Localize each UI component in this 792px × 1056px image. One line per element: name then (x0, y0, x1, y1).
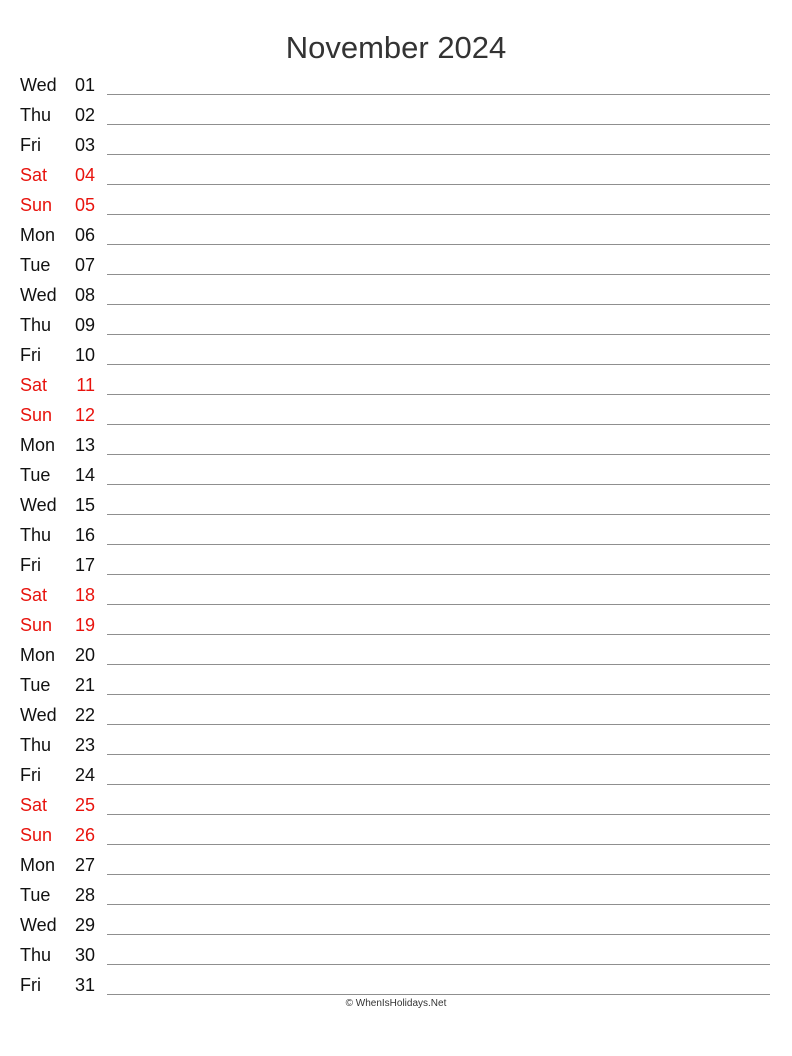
day-row (0, 610, 792, 640)
weekday-label: Fri (20, 555, 41, 575)
date-number: 06 (74, 225, 95, 245)
day-row (0, 460, 792, 490)
day-row (0, 760, 792, 790)
writing-line (107, 454, 770, 455)
day-row (0, 880, 792, 910)
date-number: 11 (76, 375, 95, 395)
date-number: 09 (74, 315, 95, 335)
writing-line (107, 904, 770, 905)
day-row (0, 580, 792, 610)
writing-line (107, 304, 770, 305)
date-number: 14 (74, 465, 95, 485)
date-number: 13 (74, 435, 95, 455)
writing-line (107, 514, 770, 515)
writing-line (107, 574, 770, 575)
writing-line (107, 424, 770, 425)
day-row (0, 190, 792, 220)
page-title: November 2024 (285, 30, 507, 65)
writing-line (107, 124, 770, 125)
writing-line (107, 544, 770, 545)
day-row (0, 430, 792, 460)
writing-line (107, 604, 770, 605)
weekday-label: Sun (20, 195, 53, 215)
weekday-label: Wed (20, 285, 57, 305)
weekday-label: Sun (20, 405, 53, 425)
date-number: 29 (74, 915, 95, 935)
day-row (0, 280, 792, 310)
writing-line (107, 754, 770, 755)
day-list (0, 70, 792, 1000)
day-row (0, 310, 792, 340)
date-number: 28 (74, 885, 95, 905)
day-row (0, 340, 792, 370)
writing-line (107, 784, 770, 785)
weekday-label: Mon (20, 855, 56, 875)
writing-line (107, 184, 770, 185)
date-number: 20 (74, 645, 95, 665)
date-number: 24 (74, 765, 95, 785)
day-row (0, 490, 792, 520)
weekday-label: Thu (20, 525, 52, 545)
writing-line (107, 694, 770, 695)
day-row (0, 790, 792, 820)
writing-line (107, 244, 770, 245)
writing-line (107, 484, 770, 485)
writing-line (107, 334, 770, 335)
writing-line (107, 964, 770, 965)
day-row (0, 640, 792, 670)
date-number: 08 (74, 285, 95, 305)
writing-line (107, 724, 770, 725)
day-row (0, 220, 792, 250)
day-row (0, 850, 792, 880)
writing-line (107, 874, 770, 875)
writing-line (107, 934, 770, 935)
weekday-label: Thu (20, 945, 52, 965)
date-number: 03 (74, 135, 95, 155)
writing-line (107, 664, 770, 665)
date-number: 31 (74, 975, 95, 995)
writing-line (107, 214, 770, 215)
day-row (0, 970, 792, 1000)
weekday-label: Tue (20, 465, 51, 485)
writing-line (107, 154, 770, 155)
day-row (0, 940, 792, 970)
weekday-label: Sun (20, 825, 53, 845)
date-number: 22 (74, 705, 95, 725)
weekday-label: Tue (20, 255, 51, 275)
weekday-label: Sat (20, 585, 48, 605)
weekday-label: Fri (20, 345, 41, 365)
writing-line (107, 394, 770, 395)
date-number: 27 (74, 855, 95, 875)
writing-line (107, 634, 770, 635)
day-row (0, 550, 792, 580)
day-row (0, 820, 792, 850)
weekday-label: Mon (20, 225, 56, 245)
date-number: 10 (74, 345, 95, 365)
date-number: 26 (74, 825, 95, 845)
day-row (0, 70, 792, 100)
day-row (0, 670, 792, 700)
day-row (0, 400, 792, 430)
weekday-label: Fri (20, 135, 41, 155)
weekday-label: Fri (20, 975, 41, 995)
weekday-label: Sun (20, 615, 53, 635)
writing-line (107, 274, 770, 275)
day-row (0, 160, 792, 190)
weekday-label: Fri (20, 765, 41, 785)
weekday-label: Wed (20, 495, 57, 515)
weekday-label: Thu (20, 315, 52, 335)
writing-line (107, 94, 770, 95)
day-row (0, 250, 792, 280)
date-number: 07 (74, 255, 95, 275)
writing-line (107, 814, 770, 815)
date-number: 18 (74, 585, 95, 605)
date-number: 04 (74, 165, 95, 185)
weekday-label: Wed (20, 705, 57, 725)
weekday-label: Mon (20, 435, 56, 455)
date-number: 25 (74, 795, 95, 815)
writing-line (107, 844, 770, 845)
date-number: 16 (74, 525, 95, 545)
weekday-label: Sat (20, 165, 48, 185)
weekday-label: Thu (20, 105, 52, 125)
date-number: 23 (74, 735, 95, 755)
date-number: 02 (74, 105, 95, 125)
date-number: 15 (74, 495, 95, 515)
weekday-label: Sat (20, 375, 48, 395)
weekday-label: Mon (20, 645, 56, 665)
day-row (0, 130, 792, 160)
date-number: 21 (74, 675, 95, 695)
day-row (0, 910, 792, 940)
date-number: 01 (74, 75, 95, 95)
weekday-label: Wed (20, 915, 57, 935)
writing-line (107, 364, 770, 365)
date-number: 17 (74, 555, 95, 575)
day-row (0, 370, 792, 400)
footer-credit: © WhenIsHolidays.Net (345, 998, 447, 1009)
weekday-label: Tue (20, 675, 51, 695)
weekday-label: Thu (20, 735, 52, 755)
day-row (0, 520, 792, 550)
day-row (0, 730, 792, 760)
day-row (0, 100, 792, 130)
date-number: 30 (74, 945, 95, 965)
weekday-label: Sat (20, 795, 48, 815)
weekday-label: Wed (20, 75, 57, 95)
weekday-label: Tue (20, 885, 51, 905)
writing-line (107, 994, 770, 995)
date-number: 19 (74, 615, 95, 635)
date-number: 12 (74, 405, 95, 425)
date-number: 05 (74, 195, 95, 215)
day-row (0, 700, 792, 730)
